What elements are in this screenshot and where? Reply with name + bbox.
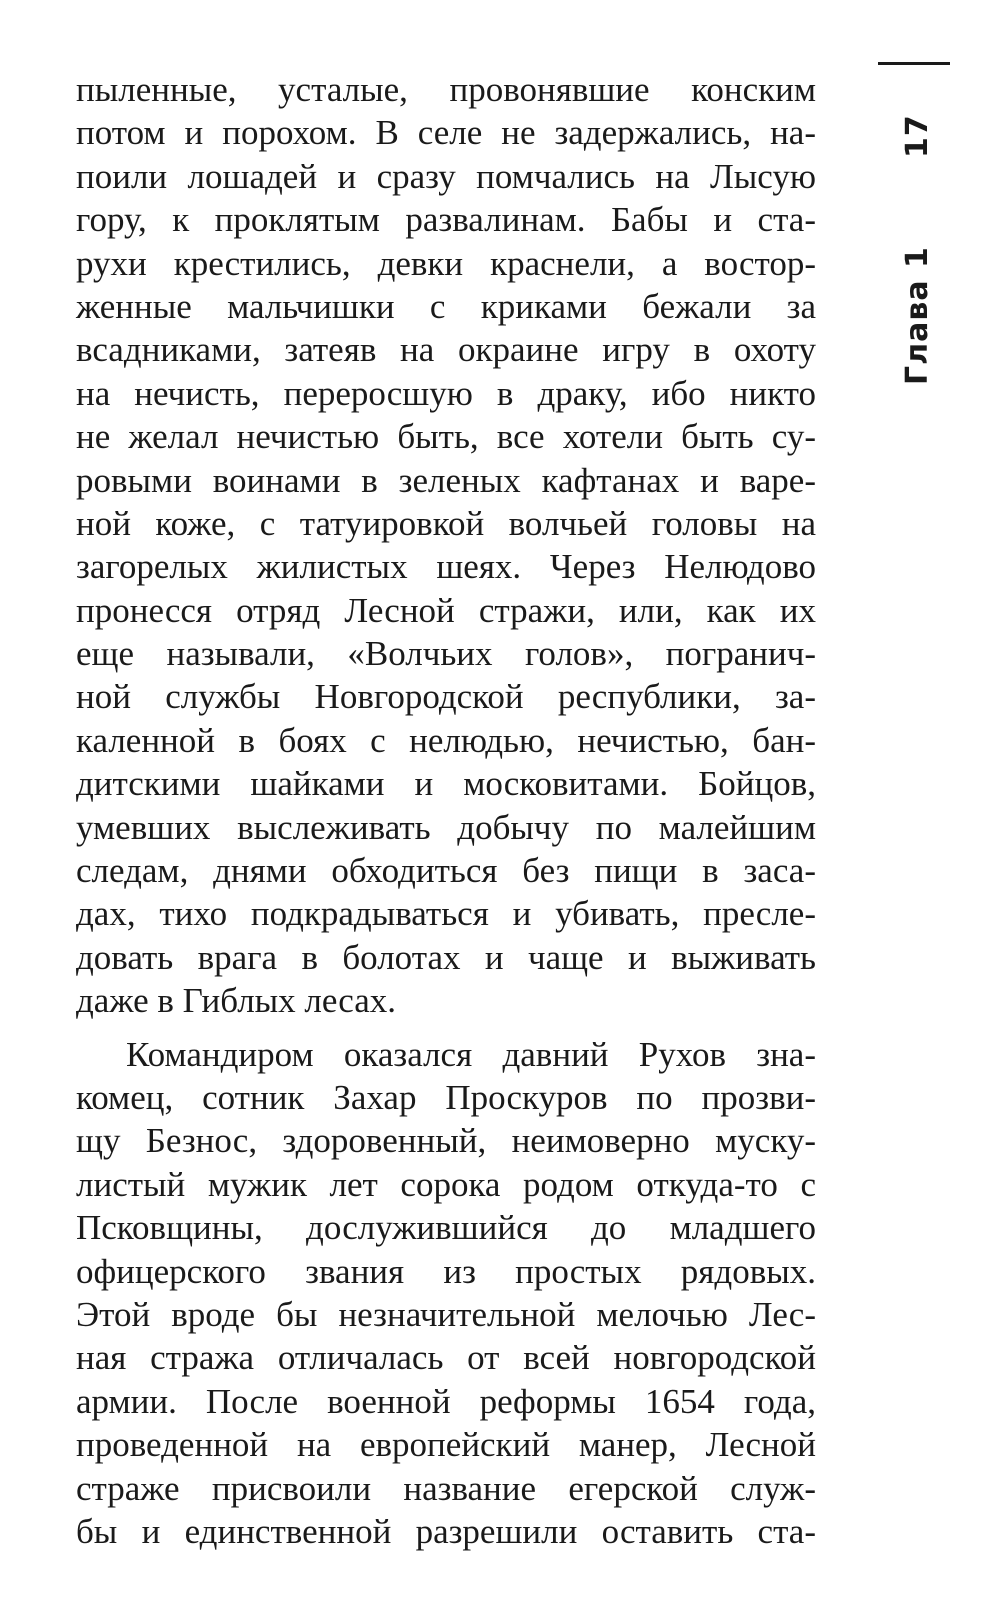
text-line: листый мужик лет сорока родом откуда-то с xyxy=(76,1164,816,1204)
text-line: умевших выслеживать добычу по малейшим xyxy=(76,807,816,847)
text-line: проведенной на европейский манер, Лесной xyxy=(76,1425,816,1465)
text-line: рухи крестились, девки краснели, а востор- xyxy=(76,243,816,283)
text-line: армии. После военной реформы 1654 года, xyxy=(76,1381,816,1421)
text-line: даже в Гиблых лесах. xyxy=(76,981,397,1021)
paragraph-gap xyxy=(76,1023,816,1033)
text-line: потом и порохом. В селе не задержались, на- xyxy=(76,113,816,153)
chapter-label: Глава 1 xyxy=(900,246,935,385)
text-line: женные мальчишки с криками бежали за xyxy=(76,286,816,326)
header-rule xyxy=(878,62,950,65)
paragraph-1 xyxy=(76,68,816,1023)
text-line: Псковщины, дослужившийся до младшего xyxy=(76,1208,816,1248)
text-line: гору, к проклятым развалинам. Бабы и ста- xyxy=(76,200,816,240)
paragraph-2 xyxy=(76,1033,816,1554)
text-line: бы и единственной разрешили оставить ста- xyxy=(76,1511,816,1551)
running-head xyxy=(860,40,950,400)
text-line: ная стража отличалась от всей новгородской xyxy=(76,1338,816,1378)
text-line: дах, тихо подкрадываться и убивать, пресле- xyxy=(76,894,816,934)
text-line: следам, днями обходиться без пищи в заса- xyxy=(76,851,816,891)
text-line: всадниками, затеяв на окраине игру в охоту xyxy=(76,330,816,370)
body-text xyxy=(76,68,816,1553)
text-line: дитскими шайками и московитами. Бойцов, xyxy=(76,764,816,804)
text-line: ной службы Новгородской республики, за- xyxy=(76,677,816,717)
text-line: пыленные, усталые, провонявшие конским xyxy=(76,70,816,109)
text-line: страже присвоили название егерской служ- xyxy=(76,1468,816,1508)
text-line: на нечисть, переросшую в драку, ибо никто xyxy=(76,373,816,413)
page-number: 17 xyxy=(900,114,935,158)
text-line: довать врага в болотах и чаще и выживать xyxy=(76,937,816,977)
text-line: еще называли, «Волчьих голов», погранич- xyxy=(76,634,816,674)
text-line: поили лошадей и сразу помчались на Лысую xyxy=(76,156,816,196)
text-line: пронесся отряд Лесной стражи, или, как их xyxy=(76,590,816,630)
text-line: загорелых жилистых шеях. Через Нелюдово xyxy=(76,547,816,587)
text-line: Командиром оказался давний Рухов зна- xyxy=(126,1034,816,1074)
text-line: ной коже, с татуировкой волчьей головы на xyxy=(76,503,816,543)
text-line: каленной в боях с нелюдью, нечистью, бан- xyxy=(76,720,816,760)
text-line: щу Безнос, здоровенный, неимоверно муску- xyxy=(76,1121,816,1161)
text-line: не желал нечистью быть, все хотели быть су- xyxy=(76,417,816,457)
text-line: Этой вроде бы незначительной мелочью Лес- xyxy=(76,1294,816,1334)
text-line: комец, сотник Захар Проскуров по прозви- xyxy=(76,1077,816,1117)
text-line: ровыми воинами в зеленых кафтанах и варе- xyxy=(76,460,816,500)
text-line: офицерского звания из простых рядовых. xyxy=(76,1251,816,1291)
